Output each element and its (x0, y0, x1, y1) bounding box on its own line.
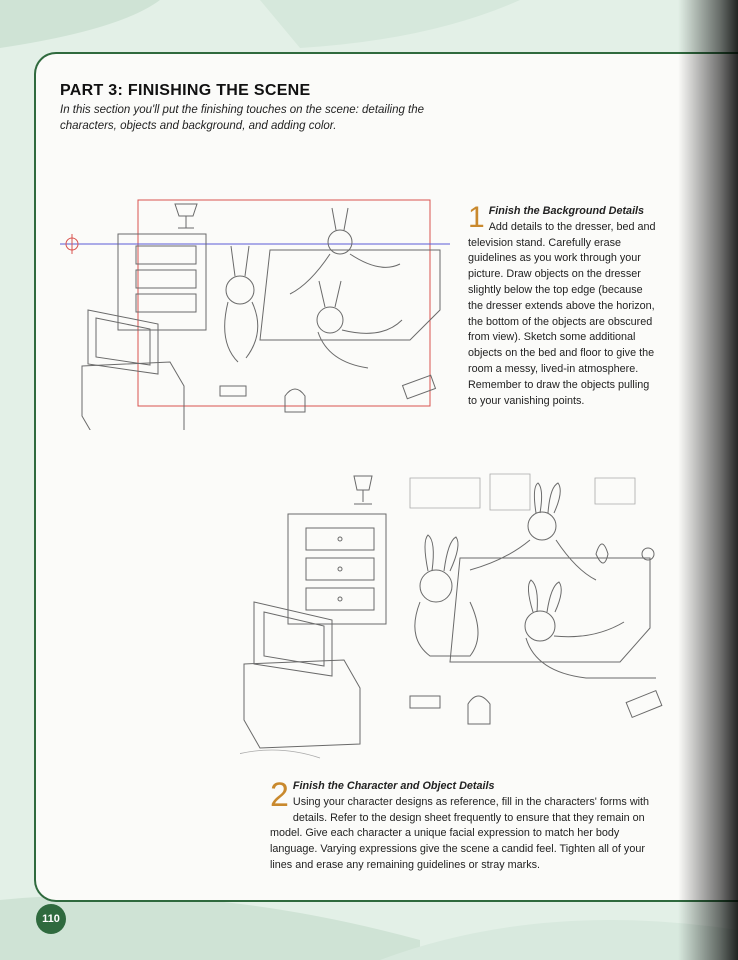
step-1-body: Add details to the dresser, bed and television stand. Carefully erase guidelines as you work through your picture. Draw objects on the dresser slightly below the top edge (because the dresser extends above the horizon, the bottom of the objects are obscured from view). Sketch some additional objects on the bed and floor to give the room a messy, lived-in atmosphere. Remember to draw the objects pulling to your vanishing points. (468, 220, 656, 407)
dresser (118, 234, 206, 330)
step-1-heading: Finish the Background Details (488, 205, 645, 217)
step-1-number: 1 (468, 201, 485, 234)
bed (450, 558, 650, 662)
bed (260, 250, 440, 340)
step-2-body: Using your character designs as reference, fill in the characters' forms with details. Refer to the design sheet frequently to ensure that they remain on model. Give each character a unique facial expression to match her body language. Varying expressions give the scene a candid feel. Tighten all of your lines and erase any remaining guidelines or stray marks. (270, 795, 650, 871)
sketch-detailed (240, 468, 680, 768)
picture-frame (138, 200, 430, 406)
tv (254, 602, 332, 676)
floor-objects (410, 696, 490, 724)
step-2 (270, 776, 662, 874)
step-1 (468, 201, 658, 409)
lamp (354, 476, 372, 504)
step-2-heading: Finish the Character and Object Details (292, 780, 495, 792)
lamp (175, 204, 197, 228)
book-spine-shadow (678, 0, 738, 960)
sketch-construction (60, 190, 460, 430)
tv-stand (244, 660, 360, 748)
page-number: 110 (36, 904, 66, 934)
dresser (288, 514, 386, 624)
step-2-number: 2 (270, 776, 289, 814)
book (626, 691, 662, 718)
characters-construction (225, 208, 402, 368)
wall-posters (410, 474, 635, 510)
intro-text: In this section you'll put the finishing touches on the scene: detailing the characters, objects and background, and adding color. (60, 104, 425, 132)
page-title: PART 3: FINISHING THE SCENE (60, 82, 311, 99)
